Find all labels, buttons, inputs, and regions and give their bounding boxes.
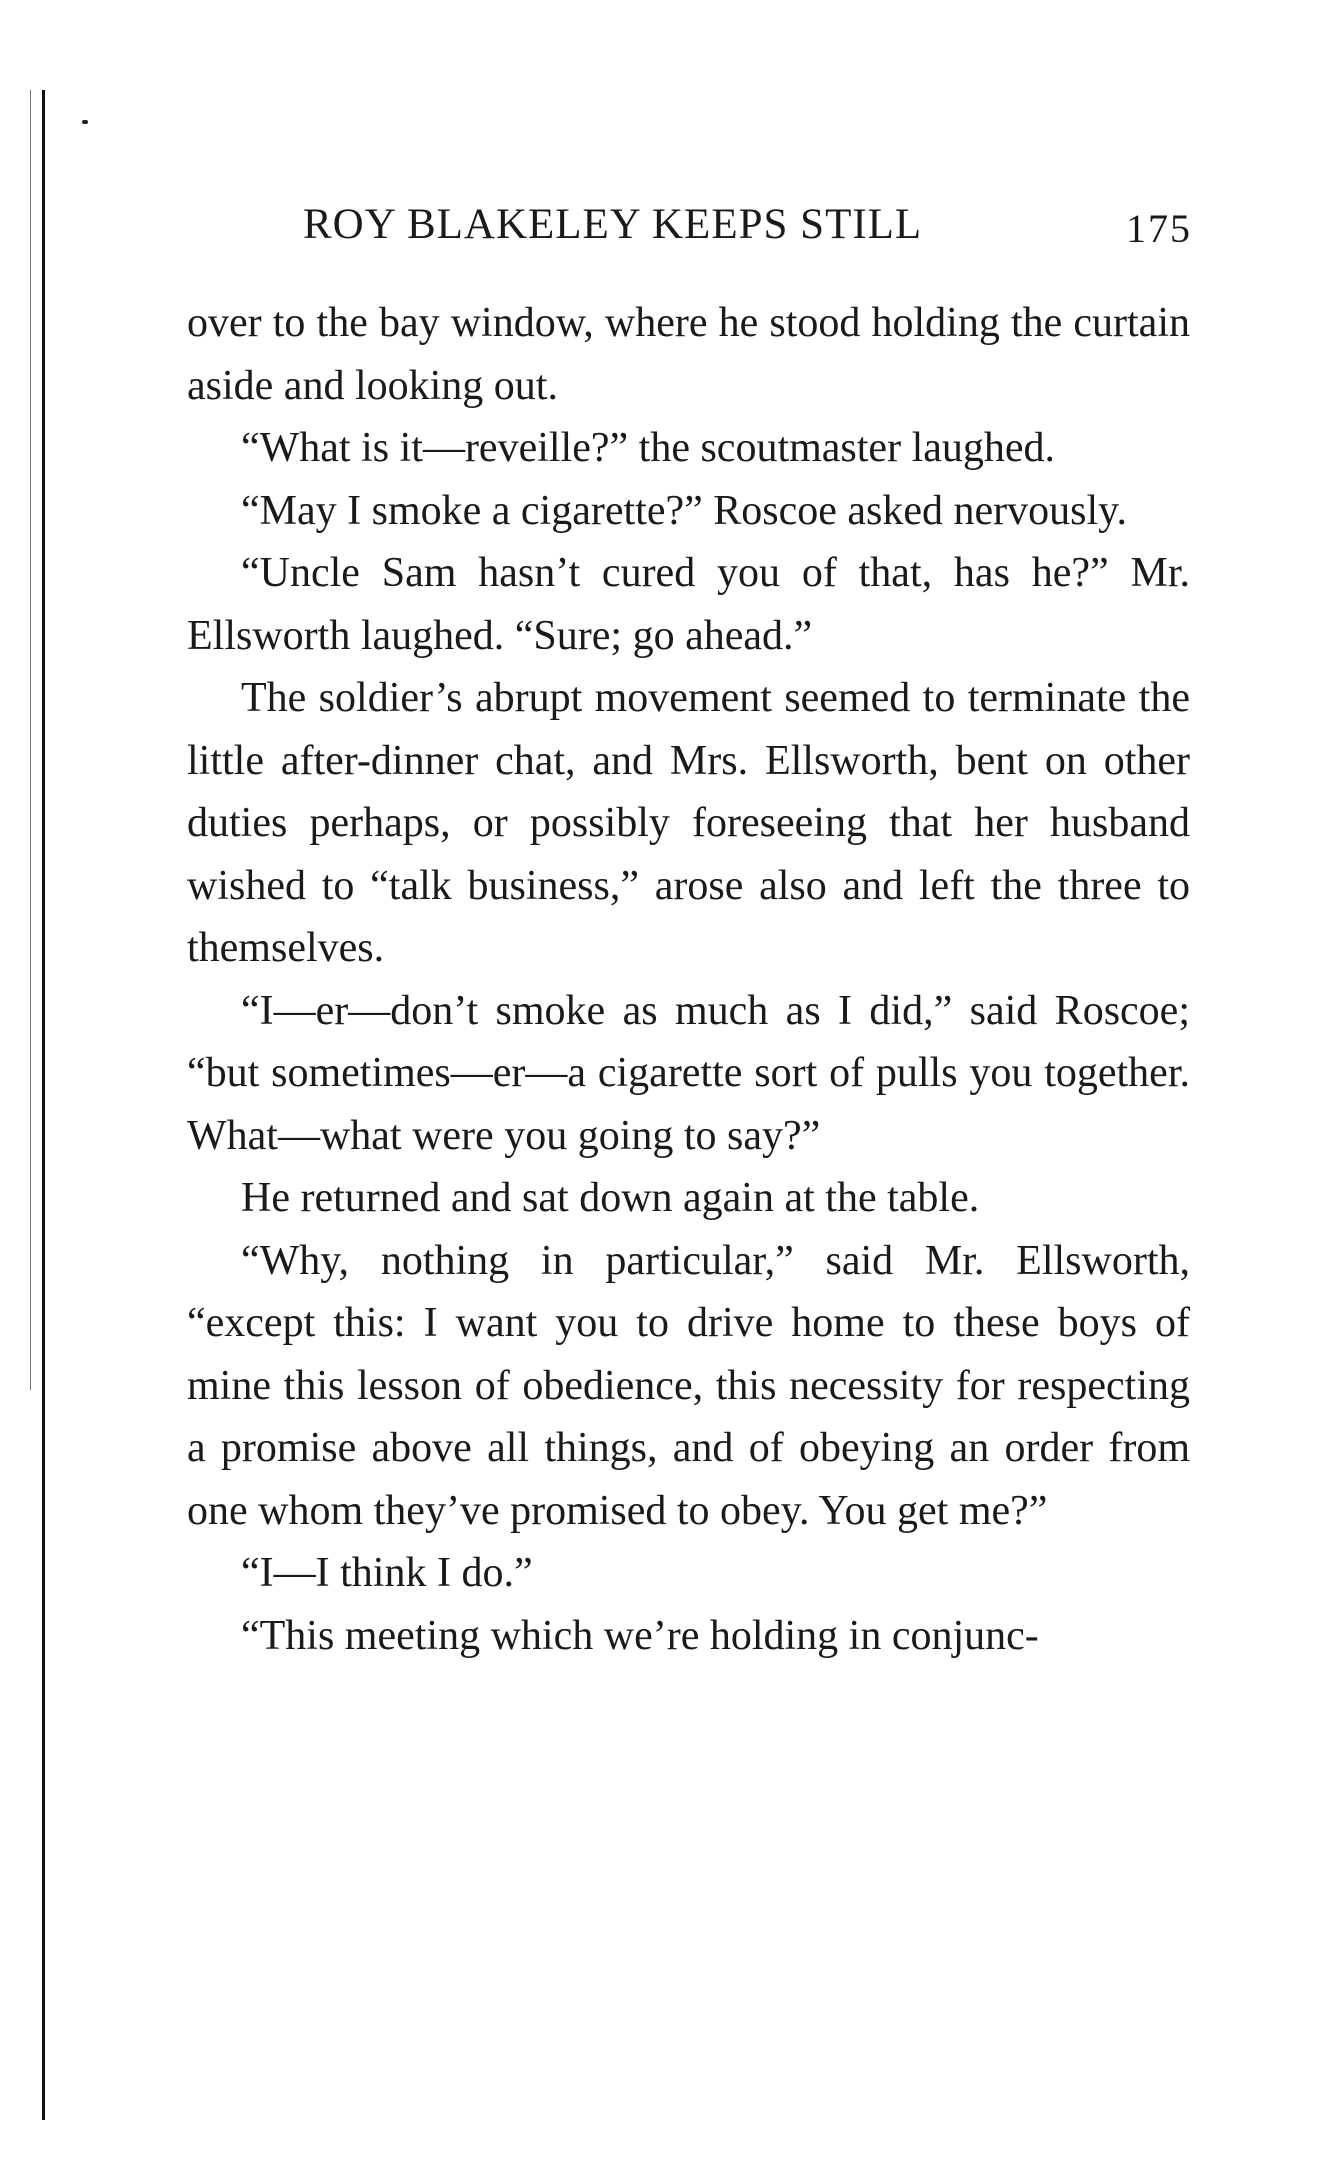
running-title: ROY BLAKELEY KEEPS STILL <box>303 201 923 248</box>
page-number: 175 <box>1126 206 1192 251</box>
paragraph: over to the bay window, where he stood holding the curtain aside and looking out. <box>187 300 1190 409</box>
paragraph: “This meeting which we’re holding in conjunc- <box>241 1612 1039 1659</box>
paragraph: “Uncle Sam hasn’t cured you of that, has he?” Mr. Ellsworth laughed. “Sure; go ahead.” <box>187 550 1190 659</box>
paragraph: He returned and sat down again at the table. <box>241 1175 980 1221</box>
paragraph: “Why, nothing in particular,” said Mr. Ellsworth, “except this: I want you to drive home to these boys of mine this lesson of obedience, this necessity for respecting a promise above all things, and of obeying an order from one whom they’ve promised to obey. You get me?” <box>187 1237 1190 1534</box>
binding-shadow-line <box>30 90 31 1390</box>
paragraph: The soldier’s abrupt movement seemed to terminate the little after-dinner chat, and Mrs. Ellsworth, bent on other duties perhaps, or possibly foreseeing that her husband wished to “talk business,” arose also and left the three to themselves. <box>187 675 1190 971</box>
binding-edge-line <box>42 90 45 2120</box>
paragraph: “What is it—reveille?” the scoutmaster laughed. <box>241 425 1056 471</box>
paragraph: “May I smoke a cigarette?” Roscoe asked nervously. <box>241 487 1127 534</box>
paragraph: “I—er—don’t smoke as much as I did,” said Roscoe; “but sometimes—er—a cigarette sort of pulls you together. What—what were you going to say?” <box>187 987 1190 1159</box>
body-text <box>187 292 1190 1667</box>
ink-speck <box>82 120 88 124</box>
paragraph: “I—I think I do.” <box>241 1550 533 1596</box>
